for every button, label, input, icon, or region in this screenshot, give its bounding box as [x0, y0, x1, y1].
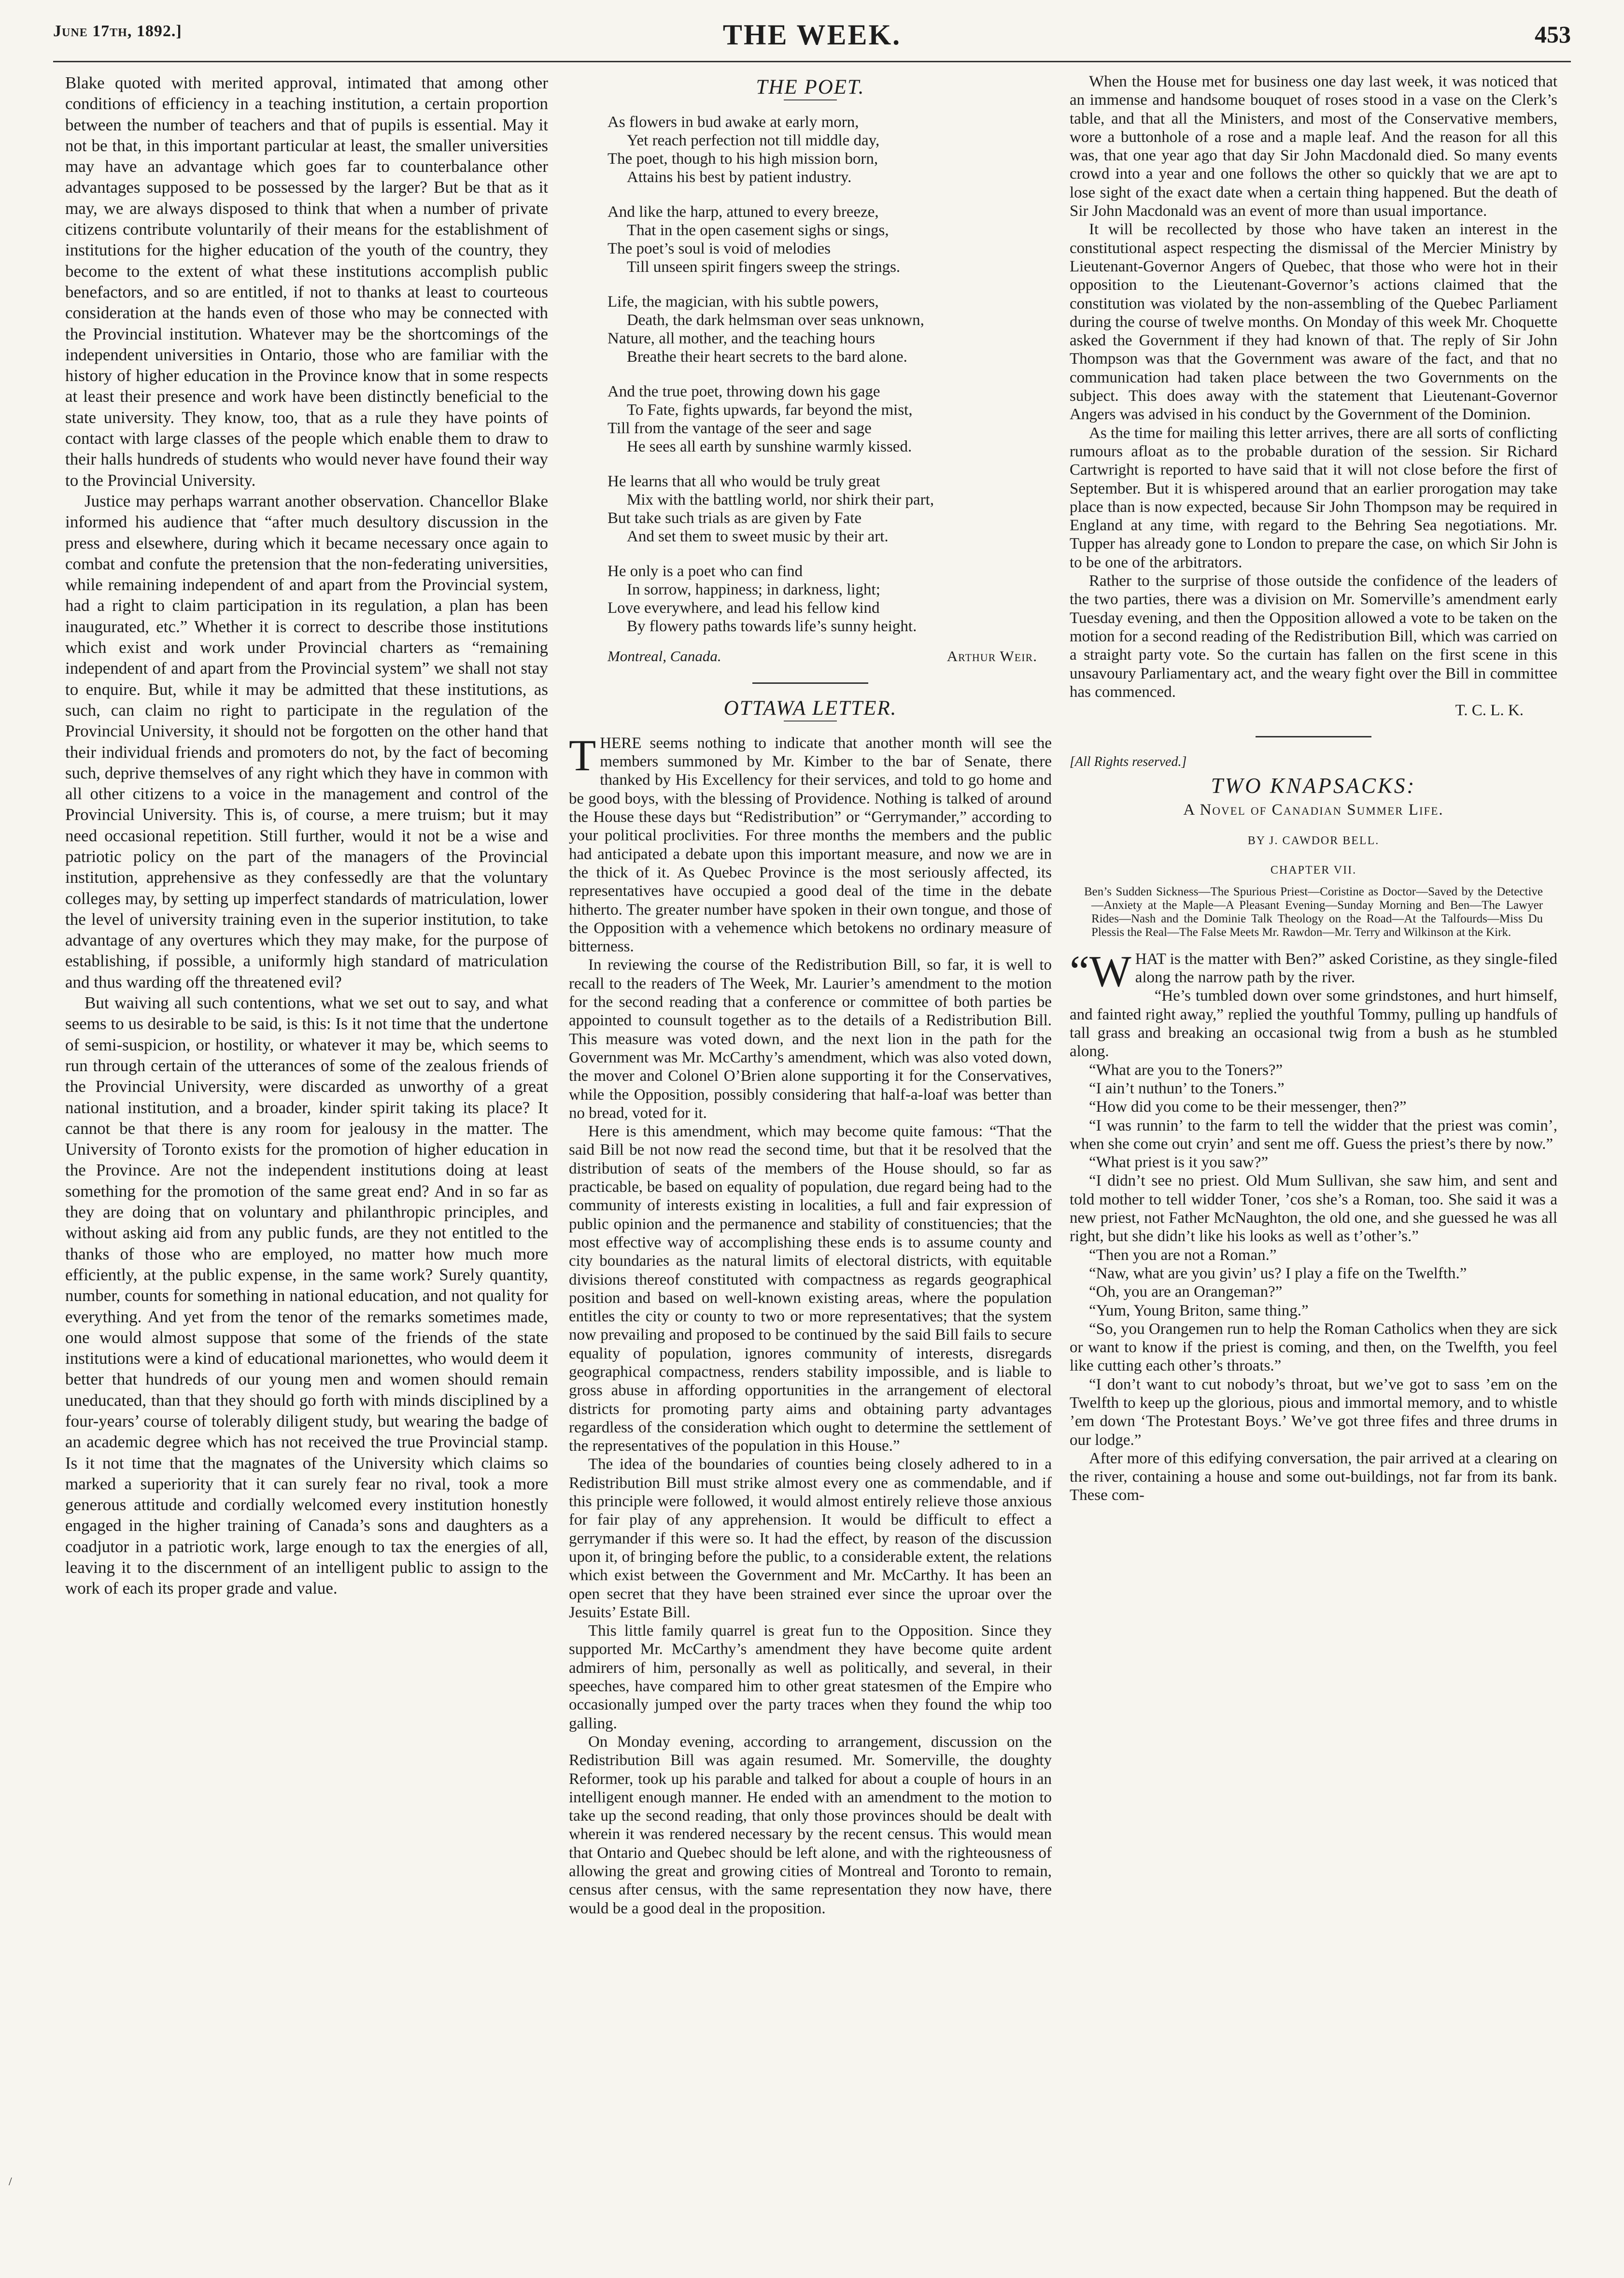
poem-line: And set them to sweet music by their art.: [627, 528, 889, 546]
header-rule: [53, 61, 1571, 62]
serial-subtitle: A Novel of Canadian Summer Life.: [1183, 801, 1444, 819]
poem-line: He sees all earth by sunshine warmly kissed.: [627, 438, 912, 456]
letter-signature: T. C. L. K.: [1455, 702, 1524, 720]
chapter-synopsis: Ben’s Sudden Sickness—The Spurious Priest—Coristine as Doctor—Saved by the Detective—Anxiety at the Maple—A Pleasant Evening—Sunday Morning and Ben—The Lawyer Rides—Nash and the Dominie Talk Theology on the Road—At the Talfourds—Miss Du Plessis the Real—The False Meets Mr. Rawdon—Mr. Terry and Wilkinson at the Kirk.: [1084, 885, 1543, 939]
paragraph: “I was runnin’ to the farm to tell the widder that the priest was comin’, when she come out cryin’ and sent me off. Guess the priest’s there by now.”: [1070, 1117, 1557, 1153]
column-middle: [569, 72, 1052, 2221]
poem-line: That in the open casement sighs or sings,: [627, 222, 889, 240]
paragraph: After more of this edifying conversation, the pair arrived at a clearing on the river, containing a house and some out-buildings, not far from its bank. These com-: [1070, 1449, 1557, 1504]
paragraph: Justice may perhaps warrant another observation. Chancellor Blake informed his audience that “after much desultory discussion in the press and elsewhere, during which it became necessary once again to combat and confute the pretension that the non-federating universities, while remaining independent of and apart from the Provincial system, had a right to claim participation in its regulation, a plan has been inaugurated, etc.” Whether it is correct to describe those institutions which exist and work under Provincial charters as “remaining independent of and apart from the Provincial system” we shall not stay to enquire. But, while it may be admitted that these institutions, as such, can claim no right to participate in the regulation of the Provincial University, it should not be forgotten on the other hand that their individual friends and promoters do not, by the fact of becoming such, deprive themselves of any right which they have in common with all other citizens to a voice in the management and control of the Provincial University. This is, of course, a mere truism; but it may need occasional repetition. Still further, would it not be a wise and patriotic policy on the part of the managers of the Provincial institution, apprehensive as they confessedly are that the voluntary colleges may, by setting up imperfect standards of matriculation, lower the level of university training even in the superior institution, to take advantage of any overtures which they may make, for the purpose of establishing, if possible, a uniformly high standard of matriculation and thus warding off the threatened evil?: [65, 491, 548, 991]
drop-cap: T: [569, 730, 596, 780]
paragraph: This little family quarrel is great fun to the Opposition. Since they supported Mr. McCarthy’s amendment they have become quite ardent admirers of him, personally as well as politically, and several, in their speeches, have compared him to other great statesmen of the Empire who occasionally jumped over the party traces when they found the whip too galling.: [569, 1622, 1052, 1732]
poem-line: By flowery paths towards life’s sunny height.: [627, 618, 917, 636]
poem-line: Till from the vantage of the seer and sage: [607, 420, 872, 438]
serial-title: TWO KNAPSACKS:: [1211, 773, 1416, 798]
paragraph: “I don’t want to cut nobody’s throat, but we’ve got to sass ’em on the Twelfth to keep up the glorious, pious and immortal memory, and to whistle ’em down ‘The Protestant Boys.’ We’ve got three fifes and three drums in our lodge.”: [1070, 1375, 1557, 1449]
issue-date: June 17th, 1892.]: [53, 22, 182, 40]
paragraph: In reviewing the course of the Redistribution Bill, so far, it is well to recall to the readers of The Week, Mr. Laurier’s amendment to the motion for the second reading that a conference or committee of both parties be appointed to counsult together as to the details of a Redistribution Bill. This measure was voted down, and the next lion in the path for the Government was Mr. McCarthy’s amendment, which was also voted down, the mover and Colonel O’Brien alone supporting it for the Conservatives, while the Opposition, possibly considering that half-a-loaf was better than no bread, voted for it.: [569, 956, 1052, 1122]
paragraph: “Then you are not a Roman.”: [1089, 1246, 1277, 1264]
column-right: [1070, 72, 1557, 2246]
poem-line: To Fate, fights upwards, far beyond the mist,: [627, 401, 913, 419]
paragraph: “Yum, Young Briton, same thing.”: [1089, 1302, 1309, 1319]
page-header: [53, 18, 1571, 57]
poem-line: Mix with the battling world, nor shirk their part,: [627, 491, 934, 509]
paragraph: Here is this amendment, which may become quite famous: “That the said Bill be not now read the second time, but that it be resolved that the distribution of seats of the members of the House should, so far as practicable, be based on equality of population, due regard being had to the community of interests existing in localities, a full and fair expression of public opinion and the permanence and stability of constituencies; that the most effective way of accomplishing these ends is to assume county and city boundaries as the natural limits of electoral districts, with equitable divisions thereof constituted with compactness as regards geographical position and based on well-known existing areas, where the population entitles the city or county to two or more representatives; that the system now prevailing and proposed to be continued by the said Bill fails to secure equality of population, ignores community of interests, disregards geographical compactness, renders stability impossible, and is liable to gross abuse in affording opportunities in the arrangement of electoral districts for promoting party aims and obtaining party advantages regardless of the consideration which ought to determine the settlement of the representatives of the population in this House.”: [569, 1123, 1052, 1455]
paragraph: “Naw, what are you givin’ us? I play a fife on the Twelfth.”: [1089, 1264, 1467, 1282]
paragraph: The idea of the boundaries of counties being closely adhered to in a Redistribution Bill must strike almost every one as commendable, and if this principle were followed, it would almost entirely relieve those anxious for fair play of any apprehension. It would be difficult to effect a gerrymander if this were so. It had the effect, by reason of the discussion upon it, of bringing before the public, to a considerable extent, the relations which exist between the Government and Mr. McCarthy. It has been an open secret that they have been strained ever since the uproar over the Jesuits’ Estate Bill.: [569, 1456, 1052, 1621]
poem-line: Till unseen spirit fingers sweep the strings.: [627, 258, 901, 276]
paragraph-text: HERE seems nothing to indicate that another month will see the members summoned by Mr. Kimber to the bar of Senate, there thanked by His Excellency for their services, and told to go home and be good boys, with the blessing of Providence. Nothing is talked of around the House these days but “Redistribution” or “Gerrymander,” according to your political proclivities. For three months the members and the public had anticipated a debate upon this important measure, and now we are in the thick of it. As Quebec Province is the most seriously affected, its representatives have occupied a good deal of the time in the debate hitherto. The greater number have spoken in their own tongue, and those of the Opposition with a vehemence which betokens no ordinary measure of bitterness.: [569, 734, 1052, 956]
poem-line: Love everywhere, and lead his fellow kind: [607, 599, 880, 617]
poem-stanza: [607, 382, 1052, 456]
paragraph: But waiving all such contentions, what we set out to say, and what seems to us desirable to be said, is this: Is it not time that the undertone of semi-suspicion, or hostility, or whatever it may be, which seems to run through certain of the utterances of some of the zealous friends of the Provincial University, were discarded as unworthy of a great national institution, and a broader, kinder spirit taking its place? It cannot be that there is any room for jealousy in the matter. The University of Toronto exists for the promotion of higher education in the Province. Are not the independent institutions doing at least something for the promotion of the same great end? And in so far as they are doing that on voluntary and philanthropic principles, and without asking aid from any public funds, are they not entitled to the thanks of those who are employed, no matter how much more efficiently, at the public expense, in the same work? Surely quantity, number, counts for something in national education, and not quality for everything. And yet from the tenor of the remarks sometimes made, one would almost suppose that some of the friends of the state institutions were a kind of educational marionettes, who would deem it better that hundreds of our young men and women should remain uneducated, than that they should go forth with minds disciplined by a four-years’ course of tolerably diligent study, but wearing the badge of an academic degree which has not received the true Provincial stamp. Is it not time that the magnates of the University which claims so marked a superiority that it can surely fear no rival, took a more generous attitude and cordially welcomed every institution honestly engaged in the higher training of Canada’s sons and daughters as a coadjutor in a patriotic work, large enough to tax the energies of all, leaving it to the discernment of an intelligent public to assign to the work of each its proper grade and value.: [65, 993, 548, 1598]
paragraph: “What priest is it you saw?”: [1089, 1154, 1269, 1172]
paragraph: “Oh, you are an Orangeman?”: [1089, 1283, 1283, 1301]
rights-notice: [All Rights reserved.]: [1070, 754, 1187, 770]
paragraph: “What are you to the Toners?”: [1089, 1061, 1283, 1079]
serial-byline: BY J. CAWDOR BELL.: [1247, 835, 1380, 848]
poem-signature: [607, 647, 1037, 665]
poem-stanza: [607, 472, 1052, 546]
poem-stanza: [607, 203, 1052, 276]
paragraph: It will be recollected by those who have taken an interest in the constitutional aspect respecting the dismissal of the Mercier Ministry by Lieutenant-Governor Angers of Quebec, that those who were hot in their opposition to the Lieutenant-Governor’s actions claimed that the constitution was violated by the non-assembling of the Quebec Parliament during the course of twelve months. On Monday of this week Mr. Choquette asked the Government if they had known of that. The reply of Sir John Thompson was that the Government was aware of the fact, and that no communication had taken place between the two Governments on the subject. This does away with the statement that Lieutenant-Governor Angers was advised in his conduct by the Government of the Dominion.: [1070, 221, 1557, 424]
paragraph: As the time for mailing this letter arrives, there are all sorts of conflicting rumours afloat as to the probable duration of the session. Sir Richard Cartwright is reported to have said that it will not close before the first of September. But it is whispered around that an earlier prorogation may take place than is now expected, because Sir John Thompson may be required in England at any time, with regard to the Behring Sea negotiations. Mr. Tupper has already gone to London to prepare the case, on which Sir John is to be one of the arbitrators.: [1070, 424, 1557, 571]
poem-line: And the true poet, throwing down his gage: [607, 383, 880, 401]
paragraph: When the House met for business one day last week, it was noticed that an immense and handsome bouquet of roses stood in a vase on the Clerk’s table, and that all the Ministers, and most of the Conservative members, wore a buttonhole of a rose and a maple leaf. And the reason for all this was, that one year ago that day Sir John Macdonald died. So many events crowd into a year and one follows the other so quickly that we are apt to lose sight of the exact date when a certain thing happened. But the death of Sir John Macdonald was an event of more than usual importance.: [1070, 73, 1557, 220]
margin-mark: /: [9, 2176, 12, 2188]
poem-place: Montreal, Canada.: [607, 648, 721, 665]
masthead-title: THE WEEK.: [722, 19, 902, 51]
chapter-heading: CHAPTER VII.: [1270, 863, 1357, 877]
poem-stanza: [607, 113, 1052, 186]
poem-author: Arthur Weir.: [946, 648, 1037, 665]
paragraph: “I didn’t see no priest. Old Mum Sullivan, she saw him, and sent and told mother to tell widder Toner, ’cos she’s a Roman, too. She said it was a new priest, not Father McNaughton, the old one, and she guessed he was all right, but she didn’t like his looks as well as t’other’s.”: [1070, 1172, 1557, 1245]
letter-title: OTTAWA LETTER.: [723, 696, 897, 720]
section-rule: [752, 682, 868, 684]
poem-line: Breathe their heart secrets to the bard alone.: [627, 348, 907, 366]
poem-line: The poet’s soul is void of melodies: [607, 240, 831, 258]
drop-cap-letter: W: [1089, 946, 1131, 996]
poem-line: Nature, all mother, and the teaching hours: [607, 330, 875, 348]
poem-line: Death, the dark helmsman over seas unknown,: [627, 311, 924, 329]
poem-line: Life, the magician, with his subtle powers,: [607, 293, 879, 311]
poem-title: THE POET.: [756, 76, 865, 99]
poem-line: He learns that all who would be truly great: [607, 473, 880, 491]
paragraph: “He’s tumbled down over some grindstones, and hurt himself, and fainted right away,” replied the youthful Tommy, pulling up handfuls of tall grass and breaking an occasional twig from a bush as he stumbled along.: [1070, 987, 1557, 1061]
column-editorial: [65, 72, 548, 2217]
paragraph: [569, 730, 1052, 956]
drop-cap: “W: [1070, 946, 1131, 996]
paragraph: “So, you Orangemen run to help the Roman Catholics when they are sick or want to know if the priest is coming, and then, on the Twelfth, you feel like cutting each other’s throats.”: [1070, 1320, 1557, 1375]
poem-stanza: [607, 562, 1052, 636]
poem-line: In sorrow, happiness; in darkness, light;: [627, 581, 880, 599]
poem-line: As flowers in bud awake at early morn,: [607, 113, 859, 131]
poem-line: Yet reach perfection not till middle day,: [627, 132, 880, 150]
title-rule: [784, 99, 837, 100]
paragraph-text: HAT is the matter with Ben?” asked Coristine, as they single-filed along the narrow path by the river.: [1135, 950, 1557, 987]
poem-line: Attains his best by patient industry.: [627, 169, 852, 186]
title-rule: [784, 721, 837, 722]
paragraph: [1070, 946, 1557, 996]
section-rule: [1256, 736, 1371, 737]
paragraph: Rather to the surprise of those outside the confidence of the leaders of the two parties, there was a division on Mr. Somerville’s amendment early Tuesday evening, and then the Opposition allowed a vote to be taken on the motion for a second reading of the Redistribution Bill, which was carried on a straight party vote. So the curtain has fallen on the first scene in this unsavoury Parliamentary act, and the weary fight over the Bill in committee has commenced.: [1070, 572, 1557, 701]
paragraph: Blake quoted with merited approval, intimated that among other conditions of efficiency in a teaching institution, a certain proportion between the number of teachers and that of pupils is essential. May it not be that, in this important particular at least, the smaller universities may have an advantage which goes far to counterbalance other advantages supposed to be possessed by the larger? But be that as it may, we are always disposed to think that when a number of private citizens contribute voluntarily of their means for the establishment of institutions for the higher education of the youth of the country, they become to the extent of what these institutions accomplish public benefactors, and so are entitled, if not to thanks at least to courteous consideration at the hands even of those who may be connected with the Provincial institution. Whatever may be the shortcomings of the independent universities in Ontario, those who are familiar with the history of higher education in the Province know that in some respects at least their presence and work have been distinctly beneficial to the state university. They know, too, that as a rule they have points of contact with large classes of the people which enable them to draw to their halls hundreds of students who would never have found their way to the Provincial University.: [65, 73, 548, 490]
poem-stanza: [607, 293, 1052, 366]
paragraph: “How did you come to be their messenger, then?”: [1089, 1098, 1407, 1116]
poem-line: And like the harp, attuned to every breeze,: [607, 203, 879, 221]
poem-line: He only is a poet who can find: [607, 563, 803, 580]
poem-line: The poet, though to his high mission born,: [607, 150, 878, 168]
poem-line: But take such trials as are given by Fate: [607, 509, 862, 527]
paragraph: On Monday evening, according to arrangement, discussion on the Redistribution Bill was again resumed. Mr. Somerville, the doughty Reformer, took up his parable and talked for about a couple of hours in an intelligent enough manner. He ended with an amendment to the motion to take up the second reading, that only those provinces should be dealt with wherein it was rendered necessary by the recent census. This would mean that Ontario and Quebec should be left alone, and with the righteousness of allowing the great and growing cities of Montreal and Toronto to remain, census after census, with the same representation they now have, there would be a good deal in the proposition.: [569, 1733, 1052, 1917]
paragraph: “I ain’t nuthun’ to the Toners.”: [1089, 1079, 1285, 1097]
page-number: 453: [1535, 21, 1571, 48]
